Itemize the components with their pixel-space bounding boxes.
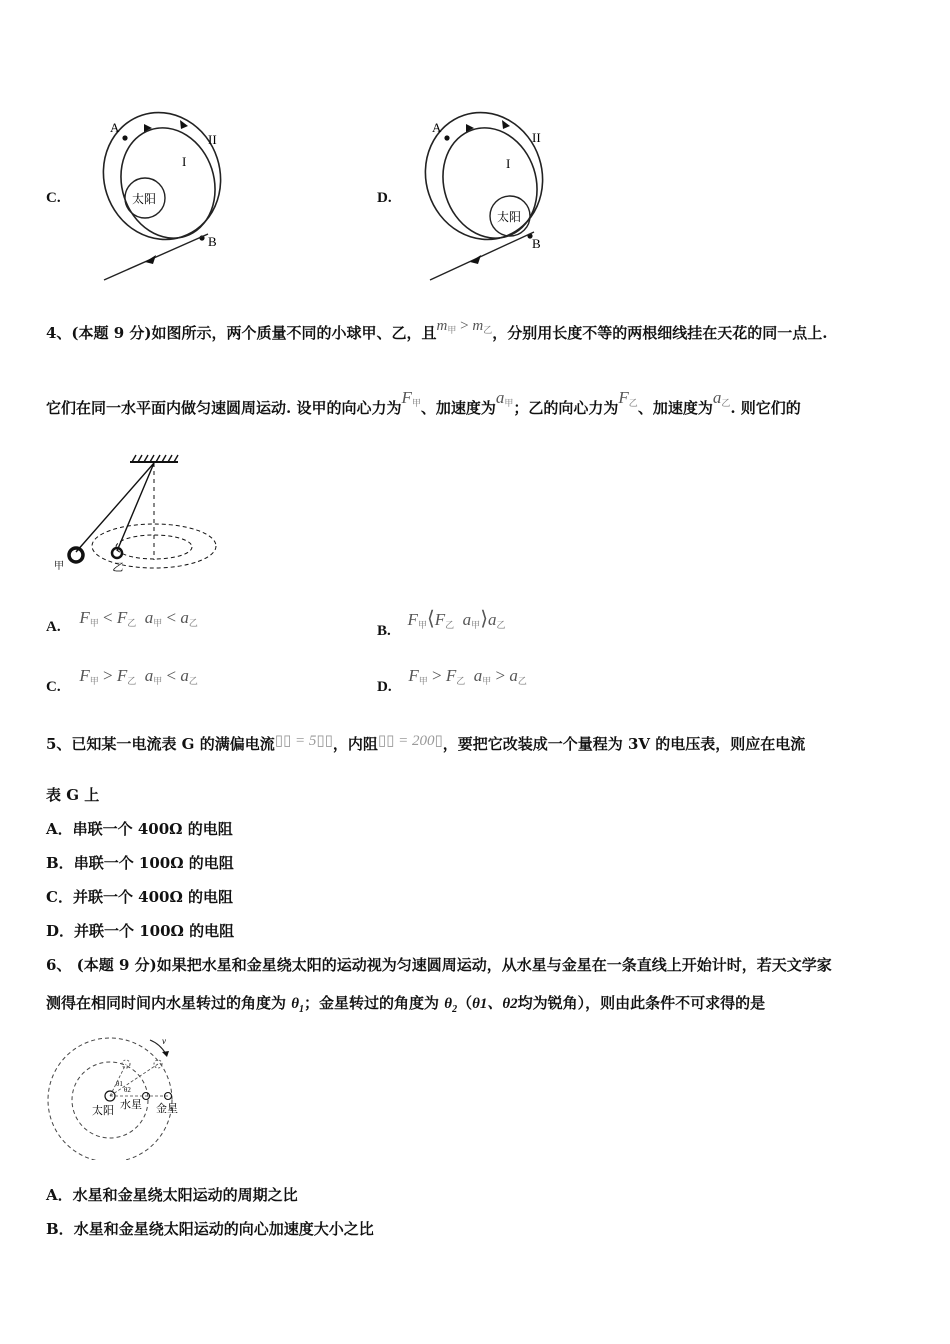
- q5-ig: ▯▯ = 5▯▯: [274, 733, 333, 749]
- a-yi: $a_乙$: [712, 388, 731, 408]
- q5-line-1: 5、已知某一电流表 G 的满偏电流▯▯ = 5▯▯，内阻▯▯ = 200▯，要把它改装成一个量程为 3V 的电压表，则应在电流: [46, 733, 806, 753]
- venus-label: 金星: [156, 1103, 178, 1115]
- point-b-label: B: [532, 236, 541, 251]
- q3-option-c-figure: [90, 108, 240, 288]
- theta2-label: θ2: [124, 1086, 131, 1094]
- q4-option-b[interactable]: B. $F_甲⟨F_乙$ $a_甲⟩a_乙$: [377, 608, 506, 639]
- arrow-icon: [502, 120, 510, 129]
- arrow-icon: [145, 255, 156, 264]
- q4-option-a[interactable]: A. $F_甲 < F_乙$ $a_甲 < a_乙$: [46, 608, 198, 635]
- q6-line-1: 6、 (本题 9 分)如果把水星和金星绕太阳的运动视为匀速圆周运动，从水星与金星在一条直线上开始计时，若天文学家: [46, 956, 832, 974]
- q4-line-2: 它们在同一水平面内做匀速圆周运动. 设甲的向心力为$F_甲$、加速度为$a_甲$；乙的向心力为$F_乙$、加速度为$a_乙$. 则它们的: [46, 388, 801, 417]
- f-jia: $F_甲$: [401, 388, 421, 408]
- q5-rg: ▯▯ = 200▯: [377, 733, 443, 749]
- orbit-2-label: II: [532, 130, 541, 145]
- q4-suffix: ，分别用长度不等的两根细线挂在天花的同一点上.: [492, 324, 828, 342]
- arrow-icon: [180, 120, 188, 129]
- f-yi: $F_乙$: [618, 388, 638, 408]
- orbit-1-label: I: [182, 154, 187, 169]
- q3-option-c-label: C.: [46, 190, 61, 206]
- a-jia: $a_甲$: [495, 388, 514, 408]
- sun-label: 太阳: [92, 1105, 114, 1117]
- point-b-label: B: [208, 234, 217, 249]
- orbit-2-label: II: [208, 132, 217, 147]
- q6-line-2: 测得在相同时间内水星转过的角度为 $\theta_1$；金星转过的角度为 $\theta_2(\theta 1$、θ2均为锐角），则由此条件不可求得的是: [46, 994, 766, 1015]
- venus-orbit: [48, 1038, 172, 1160]
- v-label: v: [162, 1036, 166, 1046]
- q6-option-b[interactable]: B．水星和金星绕太阳运动的向心加速度大小之比: [46, 1220, 374, 1238]
- q4-mass-relation: $m_甲 > m_乙$: [436, 318, 493, 335]
- ball-jia-label: 甲: [54, 561, 64, 572]
- mercury-label: 水星: [120, 1099, 142, 1111]
- q5-option-c[interactable]: C．并联一个 400Ω 的电阻: [46, 888, 234, 906]
- q4-option-d[interactable]: D. $F_甲 > F_乙$ $a_甲 > a_乙$: [377, 666, 527, 695]
- arrow-icon: [470, 255, 481, 264]
- ball-jia: [69, 548, 83, 562]
- q5-option-d[interactable]: D．并联一个 100Ω 的电阻: [46, 922, 235, 940]
- q5-line-2: 表 G 上: [46, 786, 100, 804]
- velocity-arrow-icon: [162, 1051, 169, 1057]
- q5-option-a[interactable]: A．串联一个 400Ω 的电阻: [46, 820, 233, 838]
- sun-label: 太阳: [132, 192, 157, 206]
- q4-prefix: 4、(本题 9 分)如图所示，两个质量不同的小球甲、乙，且: [46, 324, 437, 342]
- q5-option-b[interactable]: B．串联一个 100Ω 的电阻: [46, 854, 234, 872]
- q3-option-d-label: D.: [377, 190, 392, 206]
- theta1-label: θ1: [116, 1080, 123, 1088]
- point-a: [122, 135, 127, 140]
- point-a-label: A: [110, 120, 120, 135]
- q4-pendulum-figure: [46, 450, 226, 580]
- orbit-1-label: I: [506, 156, 511, 171]
- q4-line-1: [46, 318, 828, 344]
- q6-orbit-figure: [46, 1030, 184, 1160]
- point-a-label: A: [432, 120, 442, 135]
- q6-option-a[interactable]: A．水星和金星绕太阳运动的周期之比: [46, 1186, 298, 1204]
- tangent-line: [104, 234, 208, 280]
- point-a: [444, 135, 449, 140]
- ball-yi-label: 乙: [112, 562, 123, 574]
- sun-label: 太阳: [497, 210, 522, 224]
- q4-option-c[interactable]: C. $F_甲 > F_乙$ $a_甲 < a_乙$: [46, 666, 198, 695]
- q3-option-d-figure: [412, 108, 562, 288]
